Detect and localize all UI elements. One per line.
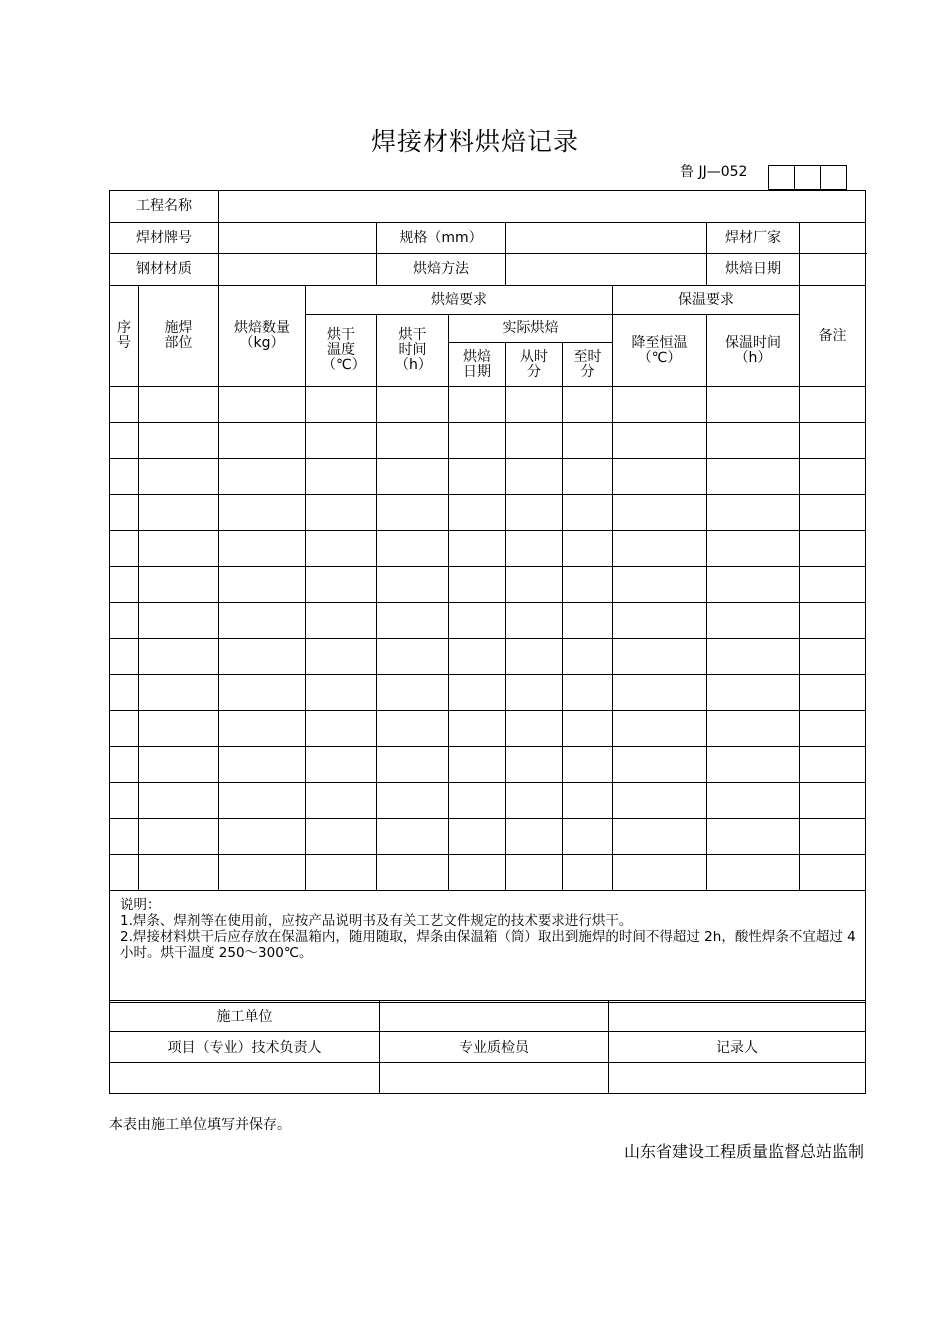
form-code: 鲁 JJ—052 xyxy=(680,164,748,180)
record-cell[interactable] xyxy=(506,423,563,459)
record-cell[interactable] xyxy=(377,711,449,747)
record-cell[interactable] xyxy=(506,495,563,531)
bake-record-table xyxy=(109,190,866,1003)
record-cell[interactable] xyxy=(219,423,306,459)
footnote: 本表由施工单位填写并保存。 xyxy=(109,1117,291,1133)
number-box-3[interactable] xyxy=(821,166,847,190)
col-dry-temp: 烘干温度（℃） xyxy=(306,315,377,387)
record-cell[interactable] xyxy=(613,387,707,423)
record-cell[interactable] xyxy=(613,783,707,819)
record-cell[interactable] xyxy=(110,747,139,783)
record-cell[interactable] xyxy=(377,387,449,423)
record-cell[interactable] xyxy=(707,531,800,567)
record-cell[interactable] xyxy=(139,459,219,495)
record-cell[interactable] xyxy=(800,819,866,855)
record-cell[interactable] xyxy=(449,387,506,423)
record-cell[interactable] xyxy=(377,603,449,639)
record-cell[interactable] xyxy=(800,711,866,747)
agency-credit: 山东省建设工程质量监督总站监制 xyxy=(623,1142,864,1161)
record-cell[interactable] xyxy=(506,819,563,855)
record-cell[interactable] xyxy=(613,639,707,675)
record-cell[interactable] xyxy=(110,819,139,855)
record-cell[interactable] xyxy=(449,495,506,531)
record-cell[interactable] xyxy=(506,711,563,747)
record-cell[interactable] xyxy=(800,387,866,423)
record-cell[interactable] xyxy=(219,783,306,819)
record-cell[interactable] xyxy=(800,603,866,639)
record-cell[interactable] xyxy=(306,495,377,531)
table-row xyxy=(110,783,866,819)
record-cell[interactable] xyxy=(306,603,377,639)
bake-date-label: 烘焙日期 xyxy=(707,254,800,286)
record-cell[interactable] xyxy=(506,603,563,639)
record-cell[interactable] xyxy=(110,855,139,891)
record-cell[interactable] xyxy=(110,423,139,459)
record-cell[interactable] xyxy=(563,747,613,783)
record-cell[interactable] xyxy=(563,675,613,711)
record-cell[interactable] xyxy=(707,459,800,495)
record-cell[interactable] xyxy=(449,531,506,567)
spec-field[interactable] xyxy=(506,223,707,254)
record-cell[interactable] xyxy=(219,603,306,639)
record-cell[interactable] xyxy=(563,639,613,675)
construction-unit-field[interactable] xyxy=(380,1001,609,1032)
record-cell[interactable] xyxy=(139,747,219,783)
record-cell[interactable] xyxy=(110,531,139,567)
col-bake-req: 烘焙要求 xyxy=(306,286,613,315)
col-bake-qty: 烘焙数量（kg） xyxy=(219,286,306,387)
bake-method-label: 烘焙方法 xyxy=(377,254,506,286)
notes-box xyxy=(110,891,866,1003)
record-cell[interactable] xyxy=(377,531,449,567)
record-cell[interactable] xyxy=(139,675,219,711)
record-cell[interactable] xyxy=(449,675,506,711)
record-cell[interactable] xyxy=(707,567,800,603)
table-row xyxy=(110,531,866,567)
col-hold-time: 保温时间（h） xyxy=(707,315,800,387)
record-rows xyxy=(110,387,866,891)
record-cell[interactable] xyxy=(306,711,377,747)
record-cell[interactable] xyxy=(139,603,219,639)
record-cell[interactable] xyxy=(800,639,866,675)
record-cell[interactable] xyxy=(377,423,449,459)
record-cell[interactable] xyxy=(110,459,139,495)
record-cell[interactable] xyxy=(800,531,866,567)
table-row xyxy=(110,603,866,639)
qc-inspector-label: 专业质检员 xyxy=(380,1032,609,1063)
record-cell[interactable] xyxy=(139,387,219,423)
project-name-label: 工程名称 xyxy=(110,191,219,223)
record-cell[interactable] xyxy=(377,855,449,891)
record-cell[interactable] xyxy=(139,711,219,747)
record-cell[interactable] xyxy=(707,819,800,855)
record-cell[interactable] xyxy=(613,459,707,495)
record-cell[interactable] xyxy=(219,531,306,567)
recorder-signature[interactable] xyxy=(609,1063,866,1094)
col-to-time: 至时分 xyxy=(563,343,613,387)
tech-lead-label: 项目（专业）技术负责人 xyxy=(110,1032,380,1063)
record-cell[interactable] xyxy=(110,495,139,531)
record-cell[interactable] xyxy=(110,675,139,711)
record-cell[interactable] xyxy=(563,495,613,531)
number-box-2[interactable] xyxy=(795,166,821,190)
record-cell[interactable] xyxy=(449,639,506,675)
record-cell[interactable] xyxy=(506,567,563,603)
record-cell[interactable] xyxy=(219,747,306,783)
record-cell[interactable] xyxy=(506,459,563,495)
record-cell[interactable] xyxy=(219,567,306,603)
steel-material-field[interactable] xyxy=(219,254,377,286)
record-cell[interactable] xyxy=(563,531,613,567)
table-row xyxy=(110,675,866,711)
record-cell[interactable] xyxy=(707,675,800,711)
record-cell[interactable] xyxy=(110,603,139,639)
record-cell[interactable] xyxy=(506,747,563,783)
record-cell[interactable] xyxy=(110,711,139,747)
record-cell[interactable] xyxy=(563,387,613,423)
record-cell[interactable] xyxy=(110,783,139,819)
record-cell[interactable] xyxy=(219,459,306,495)
record-cell[interactable] xyxy=(139,423,219,459)
record-cell[interactable] xyxy=(613,495,707,531)
table-row xyxy=(110,855,866,891)
record-cell[interactable] xyxy=(800,567,866,603)
col-hold-req: 保温要求 xyxy=(613,286,800,315)
col-from-time: 从时分 xyxy=(506,343,563,387)
construction-unit-field-2[interactable] xyxy=(609,1001,866,1032)
record-cell[interactable] xyxy=(219,387,306,423)
record-cell[interactable] xyxy=(707,747,800,783)
record-cell[interactable] xyxy=(613,819,707,855)
record-cell[interactable] xyxy=(219,855,306,891)
table-row xyxy=(110,387,866,423)
record-cell[interactable] xyxy=(139,855,219,891)
number-box-1[interactable] xyxy=(769,166,795,190)
notes-line-1: 1.焊条、焊剂等在使用前，应按产品说明书及有关工艺文件规定的技术要求进行烘干。 xyxy=(120,913,633,929)
record-cell[interactable] xyxy=(139,819,219,855)
manufacturer-label: 焊材厂家 xyxy=(707,223,800,254)
record-cell[interactable] xyxy=(306,675,377,711)
rod-brand-field[interactable] xyxy=(219,223,377,254)
col-actual-bake: 实际烘焙 xyxy=(449,315,613,343)
record-cell[interactable] xyxy=(613,423,707,459)
record-cell[interactable] xyxy=(800,423,866,459)
col-weld-part: 施焊部位 xyxy=(139,286,219,387)
record-cell[interactable] xyxy=(306,783,377,819)
record-cell[interactable] xyxy=(563,819,613,855)
record-cell[interactable] xyxy=(613,747,707,783)
signoff-table xyxy=(109,1000,866,1094)
col-remark: 备注 xyxy=(800,286,866,387)
record-cell[interactable] xyxy=(219,819,306,855)
record-cell[interactable] xyxy=(563,459,613,495)
construction-unit-label: 施工单位 xyxy=(110,1001,380,1032)
record-cell[interactable] xyxy=(449,603,506,639)
record-cell[interactable] xyxy=(449,567,506,603)
record-cell[interactable] xyxy=(449,783,506,819)
record-cell[interactable] xyxy=(449,711,506,747)
table-row xyxy=(110,495,866,531)
record-cell[interactable] xyxy=(800,495,866,531)
record-cell[interactable] xyxy=(377,819,449,855)
record-cell[interactable] xyxy=(139,495,219,531)
record-cell[interactable] xyxy=(563,783,613,819)
record-cell[interactable] xyxy=(707,423,800,459)
record-cell[interactable] xyxy=(377,747,449,783)
record-cell[interactable] xyxy=(219,495,306,531)
record-cell[interactable] xyxy=(219,675,306,711)
record-cell[interactable] xyxy=(139,567,219,603)
record-cell[interactable] xyxy=(563,603,613,639)
bake-date-field[interactable] xyxy=(800,254,866,286)
record-cell[interactable] xyxy=(563,855,613,891)
record-cell[interactable] xyxy=(306,855,377,891)
record-cell[interactable] xyxy=(707,855,800,891)
steel-material-label: 钢材材质 xyxy=(110,254,219,286)
table-row xyxy=(110,423,866,459)
record-cell[interactable] xyxy=(110,567,139,603)
record-cell[interactable] xyxy=(563,711,613,747)
form-number-boxes xyxy=(768,165,847,190)
record-cell[interactable] xyxy=(613,675,707,711)
record-cell[interactable] xyxy=(800,747,866,783)
record-cell[interactable] xyxy=(377,783,449,819)
col-seq: 序号 xyxy=(110,286,139,387)
record-cell[interactable] xyxy=(139,783,219,819)
record-cell[interactable] xyxy=(449,855,506,891)
col-dry-time: 烘干时间（h） xyxy=(377,315,449,387)
rod-brand-label: 焊材牌号 xyxy=(110,223,219,254)
record-cell[interactable] xyxy=(306,639,377,675)
record-cell[interactable] xyxy=(449,459,506,495)
recorder-label: 记录人 xyxy=(609,1032,866,1063)
record-cell[interactable] xyxy=(377,567,449,603)
record-cell[interactable] xyxy=(306,531,377,567)
record-cell[interactable] xyxy=(707,495,800,531)
record-cell[interactable] xyxy=(306,459,377,495)
table-row xyxy=(110,567,866,603)
project-name-field[interactable] xyxy=(219,191,866,223)
record-cell[interactable] xyxy=(306,819,377,855)
record-cell[interactable] xyxy=(613,711,707,747)
record-cell[interactable] xyxy=(613,531,707,567)
record-cell[interactable] xyxy=(613,567,707,603)
record-cell[interactable] xyxy=(506,387,563,423)
table-row xyxy=(110,819,866,855)
record-cell[interactable] xyxy=(707,783,800,819)
table-row xyxy=(110,747,866,783)
record-cell[interactable] xyxy=(707,639,800,675)
manufacturer-field[interactable] xyxy=(800,223,866,254)
record-cell[interactable] xyxy=(449,747,506,783)
spec-label: 规格（mm） xyxy=(377,223,506,254)
col-cool-temp: 降至恒温（℃） xyxy=(613,315,707,387)
page-title: 焊接材料烘焙记录 xyxy=(370,127,579,156)
notes-heading: 说明： xyxy=(120,897,161,913)
col-actual-date: 烘焙日期 xyxy=(449,343,506,387)
record-cell[interactable] xyxy=(800,459,866,495)
record-cell[interactable] xyxy=(449,423,506,459)
record-cell[interactable] xyxy=(219,639,306,675)
table-row xyxy=(110,639,866,675)
table-row xyxy=(110,459,866,495)
record-cell[interactable] xyxy=(449,819,506,855)
record-cell[interactable] xyxy=(377,495,449,531)
record-cell[interactable] xyxy=(377,639,449,675)
record-cell[interactable] xyxy=(613,855,707,891)
record-cell[interactable] xyxy=(563,567,613,603)
record-cell[interactable] xyxy=(506,783,563,819)
record-cell[interactable] xyxy=(306,423,377,459)
record-cell[interactable] xyxy=(800,675,866,711)
record-cell[interactable] xyxy=(306,567,377,603)
bake-method-field[interactable] xyxy=(506,254,707,286)
record-cell[interactable] xyxy=(306,747,377,783)
record-cell[interactable] xyxy=(139,639,219,675)
record-cell[interactable] xyxy=(377,459,449,495)
record-cell[interactable] xyxy=(800,855,866,891)
table-row xyxy=(110,711,866,747)
record-cell[interactable] xyxy=(800,783,866,819)
record-cell[interactable] xyxy=(110,387,139,423)
record-cell[interactable] xyxy=(506,855,563,891)
record-cell[interactable] xyxy=(306,387,377,423)
record-cell[interactable] xyxy=(506,675,563,711)
record-cell[interactable] xyxy=(377,675,449,711)
record-cell[interactable] xyxy=(506,639,563,675)
record-cell[interactable] xyxy=(563,423,613,459)
tech-lead-signature[interactable] xyxy=(110,1063,380,1094)
record-cell[interactable] xyxy=(219,711,306,747)
record-cell[interactable] xyxy=(613,603,707,639)
record-cell[interactable] xyxy=(506,531,563,567)
notes-line-2: 2.焊接材料烘干后应存放在保温箱内，随用随取，焊条由保温箱（筒）取出到施焊的时间不得超过 2h，酸性焊条不宜超过 4 小时。烘干温度 250～300℃。 xyxy=(120,929,856,961)
record-cell[interactable] xyxy=(707,603,800,639)
qc-inspector-signature[interactable] xyxy=(380,1063,609,1094)
record-cell[interactable] xyxy=(110,639,139,675)
record-cell[interactable] xyxy=(707,711,800,747)
record-cell[interactable] xyxy=(139,531,219,567)
record-cell[interactable] xyxy=(707,387,800,423)
